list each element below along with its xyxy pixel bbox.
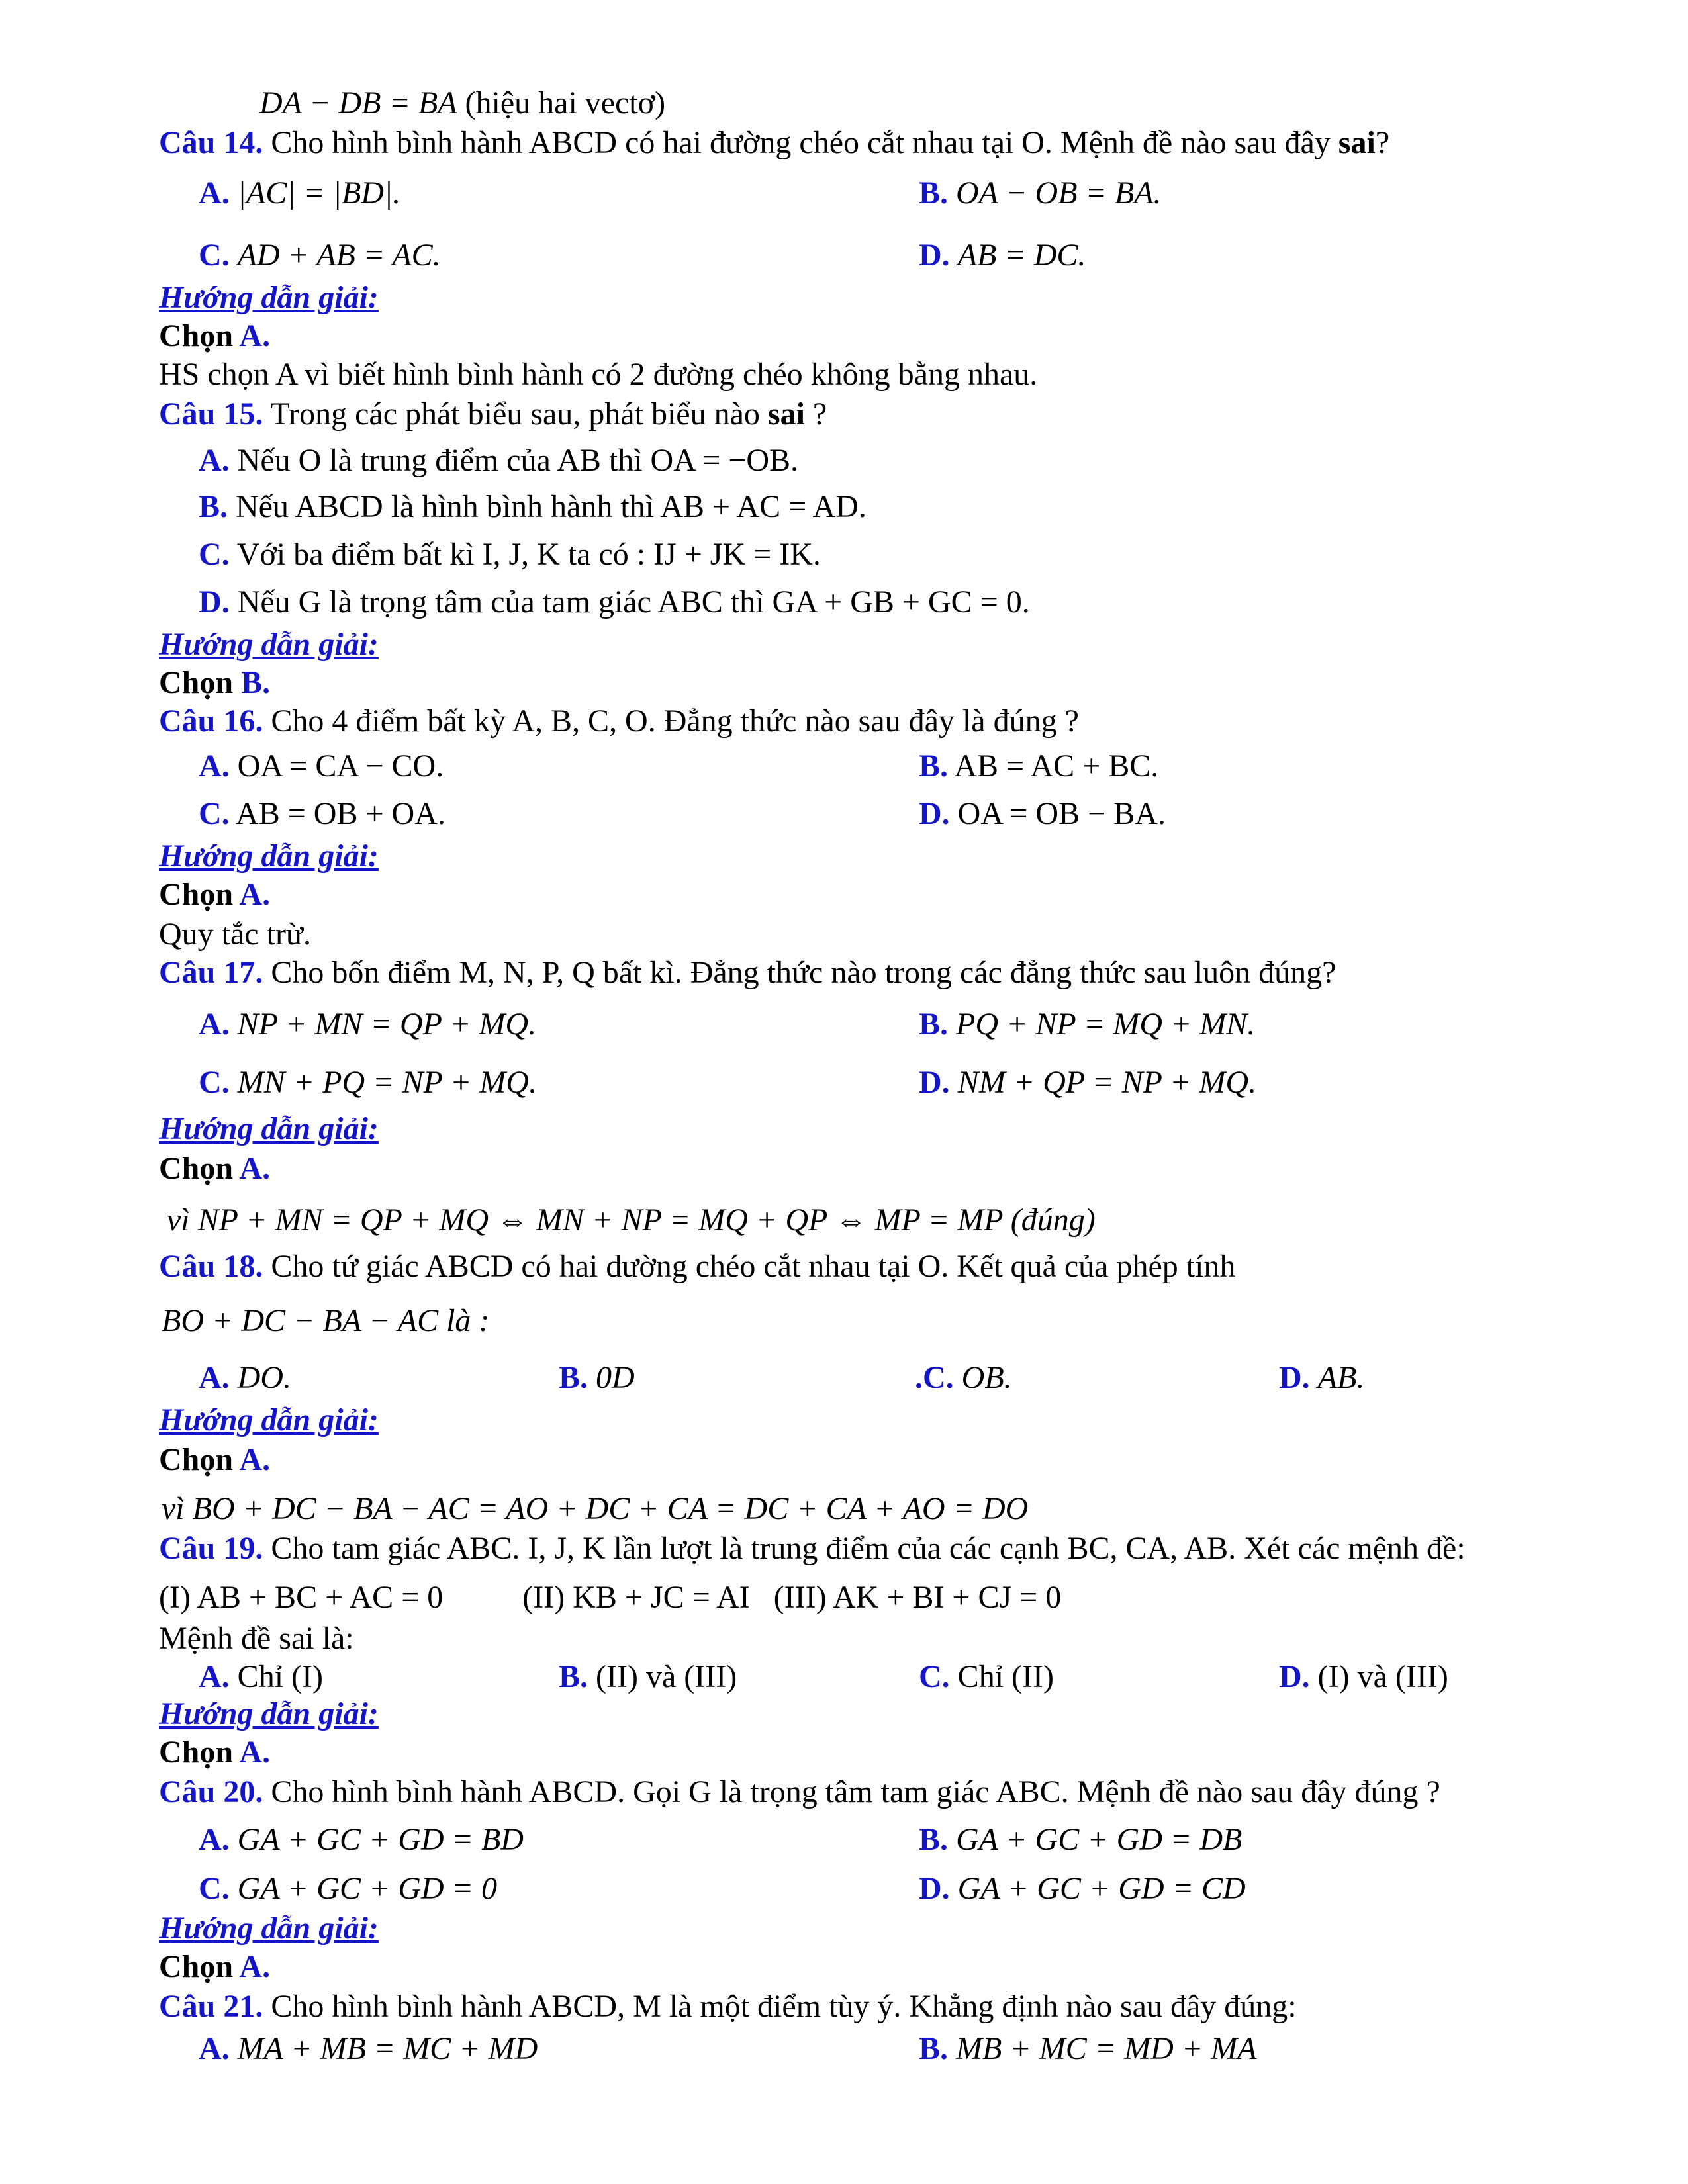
option-text: Chỉ (I) (237, 1659, 323, 1694)
option-text: GA + GC + GD = DB (956, 1822, 1243, 1857)
option-letter: B. (919, 175, 949, 210)
option-d (1279, 1358, 1364, 1398)
question-18 (159, 1247, 1235, 1287)
statements-line: (I) AB + BC + AC = 0 (II) KB + JC = AI (III) AK + BI + CJ = 0 (159, 1580, 1062, 1615)
option-a (199, 1005, 536, 1044)
option-d (919, 794, 1166, 834)
option-letter: D. (919, 1871, 950, 1906)
option-text: OA = CA − CO. (237, 749, 444, 784)
option-a (199, 1820, 524, 1860)
guide-heading: Hướng dẫn giải: (159, 1402, 379, 1437)
option-c (199, 535, 821, 574)
option-text: Nếu ABCD là hình bình hành thì AB + AC = AD. (236, 489, 867, 524)
option-letter: B. (559, 1659, 588, 1694)
option-d (919, 1063, 1256, 1103)
answer-prefix: Chọn (159, 1735, 234, 1770)
option-text: Chỉ (II) (957, 1659, 1054, 1694)
guide-heading: Hướng dẫn giải: (159, 1696, 379, 1731)
guide-heading: Hướng dẫn giải: (159, 280, 379, 315)
option-letter: A. (199, 1007, 230, 1042)
option-text: GA + GC + GD = CD (957, 1871, 1246, 1906)
question-tail: ? (1375, 125, 1390, 160)
option-text: MB + MC = MD + MA (956, 2031, 1257, 2066)
option-d (919, 236, 1086, 275)
question-number: Câu 21. (159, 1989, 263, 2024)
option-c (199, 794, 445, 834)
answer-prefix: Chọn (159, 1442, 234, 1477)
option-letter: A. (199, 1659, 230, 1694)
question-expression: BO + DC − BA − AC là : (162, 1303, 490, 1338)
option-letter: C. (199, 537, 230, 572)
option-a (199, 173, 400, 213)
answer-line (159, 875, 270, 915)
option-letter: B. (919, 1007, 949, 1042)
question-19 (159, 1529, 1466, 1569)
question-emphasis: sai (1338, 125, 1376, 160)
question-17 (159, 953, 1336, 993)
question-number: Câu 17. (159, 955, 263, 990)
option-letter: A. (199, 749, 230, 784)
option-letter: A. (199, 443, 230, 478)
answer-line (159, 316, 270, 356)
question-emphasis: sai (767, 396, 805, 432)
option-letter: C. (199, 238, 230, 273)
option-letter: D. (919, 238, 950, 273)
option-letter: .C. (915, 1360, 954, 1395)
question-tail: ? (812, 396, 827, 432)
option-text: Nếu O là trung điểm của AB thì OA = −OB. (237, 443, 799, 478)
option-text: (II) và (III) (596, 1659, 737, 1694)
answer-letter: B. (241, 665, 271, 700)
answer-letter: A. (239, 1151, 271, 1186)
option-letter: C. (199, 1871, 230, 1906)
question-text: Cho hình bình hành ABCD, M là một điểm tùy ý. Khẳng định nào sau đây đúng: (271, 1989, 1297, 2024)
answer-prefix: Chọn (159, 1151, 234, 1186)
option-letter: B. (199, 489, 228, 524)
answer-line (159, 1440, 270, 1480)
explanation: Quy tắc trừ. (159, 917, 311, 952)
option-b (199, 487, 867, 527)
intro-line (259, 83, 665, 123)
answer-letter: A. (239, 1735, 271, 1770)
option-b (919, 1820, 1242, 1860)
option-letter: D. (1279, 1659, 1310, 1694)
answer-line (159, 1149, 270, 1189)
option-text: AB = OB + OA. (236, 796, 445, 831)
question-text: Cho tam giác ABC. I, J, K lần lượt là trung điểm của các cạnh BC, CA, AB. Xét các mệnh đề: (271, 1531, 1466, 1566)
option-letter: C. (919, 1659, 950, 1694)
statements-prompt: Mệnh đề sai là: (159, 1621, 354, 1656)
answer-prefix: Chọn (159, 318, 234, 353)
guide-heading: Hướng dẫn giải: (159, 1111, 379, 1146)
option-d (199, 582, 1030, 622)
explanation: vì NP + MN = QP + MQ ⇔ MN + NP = MQ + QP ⇔ MP = MP (đúng) (167, 1203, 1096, 1238)
option-c (199, 236, 441, 275)
answer-letter: A. (239, 1442, 271, 1477)
question-number: Câu 16. (159, 704, 263, 739)
option-letter: A. (199, 2031, 230, 2066)
option-c (919, 1657, 1054, 1697)
answer-line (159, 1733, 270, 1772)
answer-line (159, 663, 270, 703)
question-number: Câu 15. (159, 396, 263, 432)
option-letter: A. (199, 1822, 230, 1857)
question-number: Câu 14. (159, 125, 263, 160)
option-c (199, 1063, 537, 1103)
question-text: Cho bốn điểm M, N, P, Q bất kì. Đẳng thức nào trong các đẳng thức sau luôn đúng? (271, 955, 1336, 990)
question-text: Cho tứ giác ABCD có hai dường chéo cắt nhau tại O. Kết quả của phép tính (271, 1249, 1236, 1284)
option-text: NM + QP = NP + MQ. (957, 1065, 1257, 1100)
answer-letter: A. (239, 1949, 271, 1984)
option-letter: A. (199, 1360, 230, 1395)
option-d (919, 1869, 1246, 1909)
option-b (919, 747, 1158, 786)
option-letter: D. (199, 584, 230, 619)
option-text: OA − OB = BA. (956, 175, 1162, 210)
guide-heading: Hướng dẫn giải: (159, 627, 379, 662)
question-21 (159, 1987, 1297, 2026)
option-letter: D. (1279, 1360, 1310, 1395)
intro-note: (hiệu hai vectơ) (465, 85, 666, 120)
option-text: PQ + NP = MQ + MN. (956, 1007, 1256, 1042)
guide-heading: Hướng dẫn giải: (159, 1911, 379, 1946)
question-text: Cho hình bình hành ABCD có hai đường chéo cắt nhau tại O. Mệnh đề nào sau đây (271, 125, 1331, 160)
option-text: OB. (961, 1360, 1012, 1395)
option-text: GA + GC + GD = 0 (237, 1871, 497, 1906)
option-text: 0D (596, 1360, 635, 1395)
option-b (559, 1657, 737, 1697)
option-c (915, 1358, 1012, 1398)
option-letter: A. (199, 175, 230, 210)
question-number: Câu 18. (159, 1249, 263, 1284)
option-text: (I) và (III) (1317, 1659, 1448, 1694)
option-text: Với ba điểm bất kì I, J, K ta có : IJ + JK = IK. (236, 537, 821, 572)
option-a (199, 1657, 323, 1697)
option-b (919, 173, 1162, 213)
option-text: GA + GC + GD = BD (237, 1822, 524, 1857)
answer-letter: A. (239, 877, 271, 912)
option-text: OA = OB − BA. (957, 796, 1166, 831)
question-15 (159, 394, 827, 434)
option-letter: B. (919, 2031, 949, 2066)
question-text: Cho hình bình hành ABCD. Gọi G là trọng tâm tam giác ABC. Mệnh đề nào sau đây đúng ? (271, 1774, 1440, 1809)
option-text: Nếu G là trọng tâm của tam giác ABC thì GA + GB + GC = 0. (237, 584, 1030, 619)
answer-line (159, 1947, 270, 1987)
question-20 (159, 1772, 1440, 1812)
explanation: HS chọn A vì biết hình bình hành có 2 đường chéo không bằng nhau. (159, 357, 1038, 392)
question-16 (159, 702, 1079, 741)
option-letter: D. (919, 1065, 950, 1100)
option-text: AB. (1317, 1360, 1365, 1395)
question-14 (159, 123, 1389, 163)
option-a (199, 747, 444, 786)
option-c (199, 1869, 497, 1909)
option-letter: B. (919, 1822, 949, 1857)
guide-heading: Hướng dẫn giải: (159, 839, 379, 874)
option-letter: B. (919, 749, 949, 784)
option-letter: B. (559, 1360, 588, 1395)
option-text: MA + MB = MC + MD (237, 2031, 538, 2066)
question-text: Cho 4 điểm bất kỳ A, B, C, O. Đẳng thức nào sau đây là đúng ? (271, 704, 1079, 739)
option-b (559, 1358, 635, 1398)
option-a (199, 441, 798, 480)
answer-prefix: Chọn (159, 1949, 234, 1984)
option-letter: C. (199, 796, 230, 831)
answer-prefix: Chọn (159, 665, 234, 700)
answer-letter: A. (239, 318, 271, 353)
option-b (919, 1005, 1255, 1044)
option-text: NP + MN = QP + MQ. (237, 1007, 537, 1042)
option-a (199, 1358, 291, 1398)
intro-math: DA − DB = BA (259, 85, 457, 120)
question-text: Trong các phát biểu sau, phát biểu nào (270, 396, 760, 432)
option-text: AB = DC. (957, 238, 1086, 273)
option-a (199, 2029, 538, 2069)
option-text: DO. (237, 1360, 291, 1395)
option-text: AD + AB = AC. (237, 238, 441, 273)
answer-prefix: Chọn (159, 877, 234, 912)
option-d (1279, 1657, 1448, 1697)
explanation: vì BO + DC − BA − AC = AO + DC + CA = DC + CA + AO = DO (162, 1491, 1029, 1526)
option-text: MN + PQ = NP + MQ. (237, 1065, 537, 1100)
option-letter: D. (919, 796, 950, 831)
option-b (919, 2029, 1256, 2069)
question-number: Câu 19. (159, 1531, 263, 1566)
option-letter: C. (199, 1065, 230, 1100)
question-number: Câu 20. (159, 1774, 263, 1809)
option-text: AB = AC + BC. (954, 749, 1159, 784)
option-text: |AC| = |BD|. (237, 175, 401, 210)
